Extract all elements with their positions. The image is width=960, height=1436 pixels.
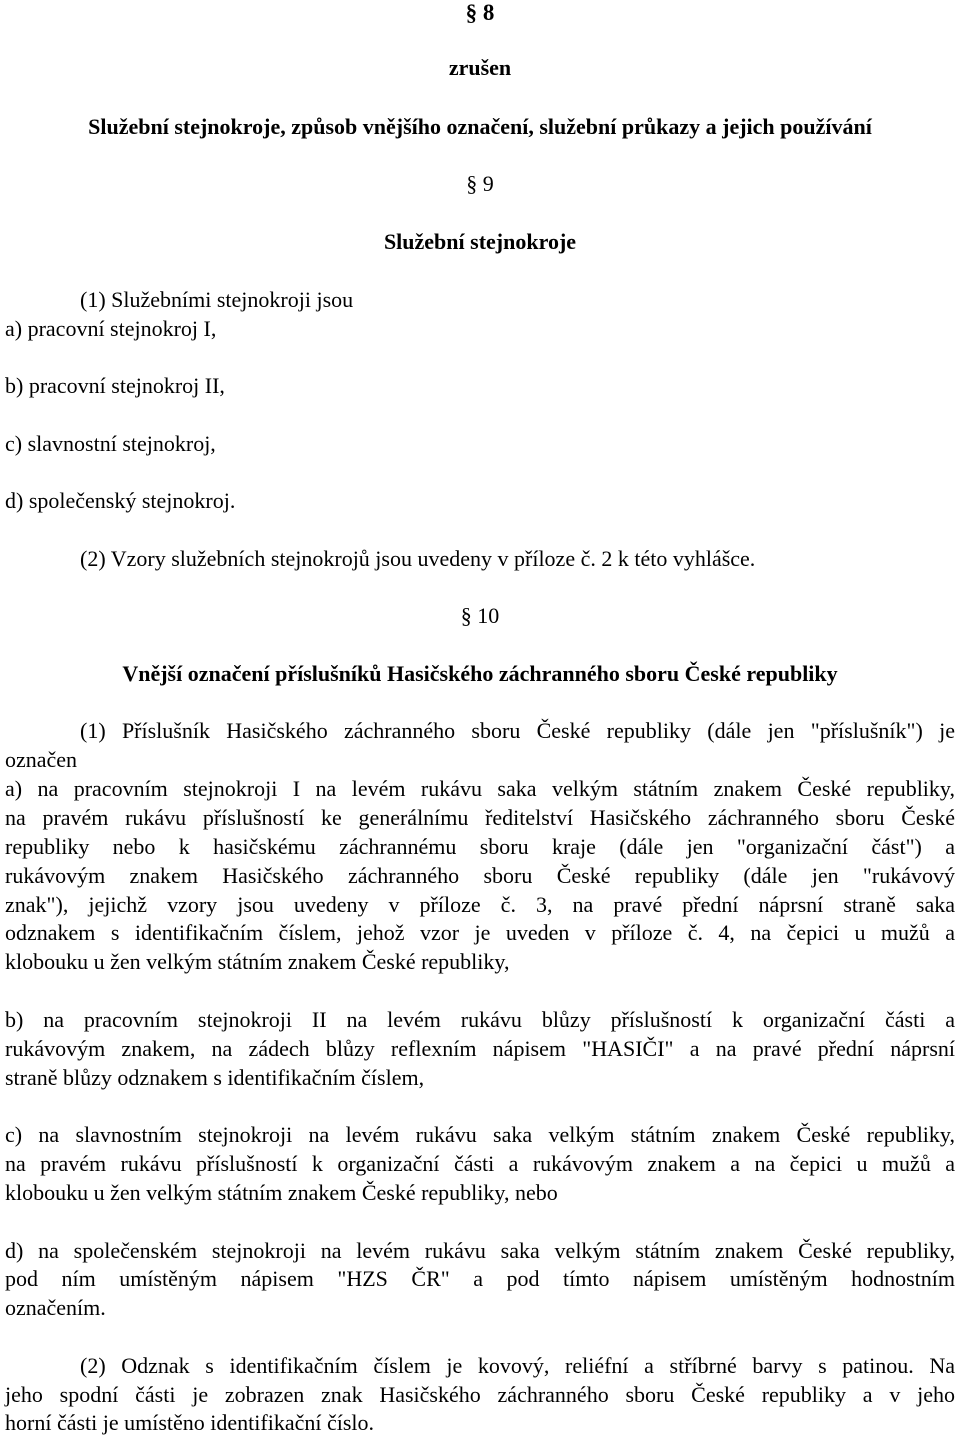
item-a-line: klobouku u žen velkým státním znakem České republiky, bbox=[5, 949, 510, 974]
section-10-paragraph-2-line: jeho spodní části je zobrazen znak Hasičského záchranného sboru České republiky a v jeho bbox=[5, 1382, 955, 1407]
section-9-paragraph-2: (2) Vzory služebních stejnokrojů jsou uvedeny v příloze č. 2 k této vyhlášce. bbox=[80, 546, 756, 571]
item-d-line: pod ním umístěným nápisem "HZS ČR" a pod tímto nápisem umístěným hodnostním bbox=[5, 1266, 955, 1291]
item-a-line: a) na pracovním stejnokroji I na levém rukávu saka velkým státním znakem České republiky, bbox=[5, 776, 955, 801]
section-10-title: Vnější označení příslušníků Hasičského záchranného sboru České republiky bbox=[122, 661, 838, 686]
item-d-line: d) na společenském stejnokroji na levém rukávu saka velkým státním znakem České republiky, bbox=[5, 1238, 955, 1263]
section-10-paragraph-2-line: horní části je umístěno identifikační číslo. bbox=[5, 1410, 375, 1435]
item-a-line: rukávovým znakem Hasičského záchranného sboru České republiky (dále jen "rukávový bbox=[5, 863, 955, 888]
item-a-line: republiky nebo k hasičskému záchrannému sboru kraje (dále jen "organizační část") a bbox=[5, 834, 955, 859]
section-10-paragraph-1-line: označen bbox=[5, 747, 78, 772]
section-9-paragraph-1: (1) Služebními stejnokroji jsou bbox=[80, 287, 354, 312]
item-c-line: klobouku u žen velkým státním znakem České republiky, nebo bbox=[5, 1180, 558, 1205]
item-c-line: c) na slavnostním stejnokroji na levém rukávu saka velkým státním znakem České republiky, bbox=[5, 1122, 955, 1147]
item-a-line: znak"), jejichž vzory jsou uvedeny v příloze č. 3, na pravé přední náprsní straně saka bbox=[5, 892, 955, 917]
list-item: a) pracovní stejnokroj I, bbox=[5, 316, 217, 341]
list-item: c) slavnostní stejnokroj, bbox=[5, 431, 216, 456]
section-8-sign: § 8 bbox=[465, 0, 495, 25]
item-a-line: na pravém rukávu příslušností ke generálnímu ředitelství Hasičského záchranného sboru České bbox=[5, 805, 955, 830]
item-d-line: označením. bbox=[5, 1295, 106, 1320]
item-b-line: rukávovým znakem, na zádech blůzy reflexním nápisem "HASIČI" a na pravé přední náprsní bbox=[5, 1036, 955, 1061]
section-9-title: Služební stejnokroje bbox=[383, 229, 577, 254]
section-10-paragraph-2-line: (2) Odznak s identifikačním číslem je kovový, reliéfní a stříbrné barvy s patinou. Na bbox=[80, 1353, 955, 1378]
item-b-line: straně blůzy odznakem s identifikačním číslem, bbox=[5, 1065, 425, 1090]
section-10-sign: § 10 bbox=[460, 603, 500, 628]
item-b-line: b) na pracovním stejnokroji II na levém rukávu blůzy příslušností k organizační části a bbox=[5, 1007, 955, 1032]
section-8-status: zrušen bbox=[448, 55, 512, 80]
section-9-sign: § 9 bbox=[466, 171, 494, 196]
chapter-title: Služební stejnokroje, způsob vnějšího označení, služební průkazy a jejich používání bbox=[88, 114, 872, 139]
section-10-paragraph-1-line: (1) Příslušník Hasičského záchranného sboru České republiky (dále jen "příslušník") je bbox=[80, 718, 955, 743]
item-a-line: odznakem s identifikačním číslem, jehož vzor je uveden v příloze č. 4, na čepici u mužů a bbox=[5, 920, 955, 945]
list-item: d) společenský stejnokroj. bbox=[5, 488, 236, 513]
list-item: b) pracovní stejnokroj II, bbox=[5, 373, 225, 398]
item-c-line: na pravém rukávu příslušností k organizační části a rukávovým znakem a na čepici u mužů a bbox=[5, 1151, 955, 1176]
